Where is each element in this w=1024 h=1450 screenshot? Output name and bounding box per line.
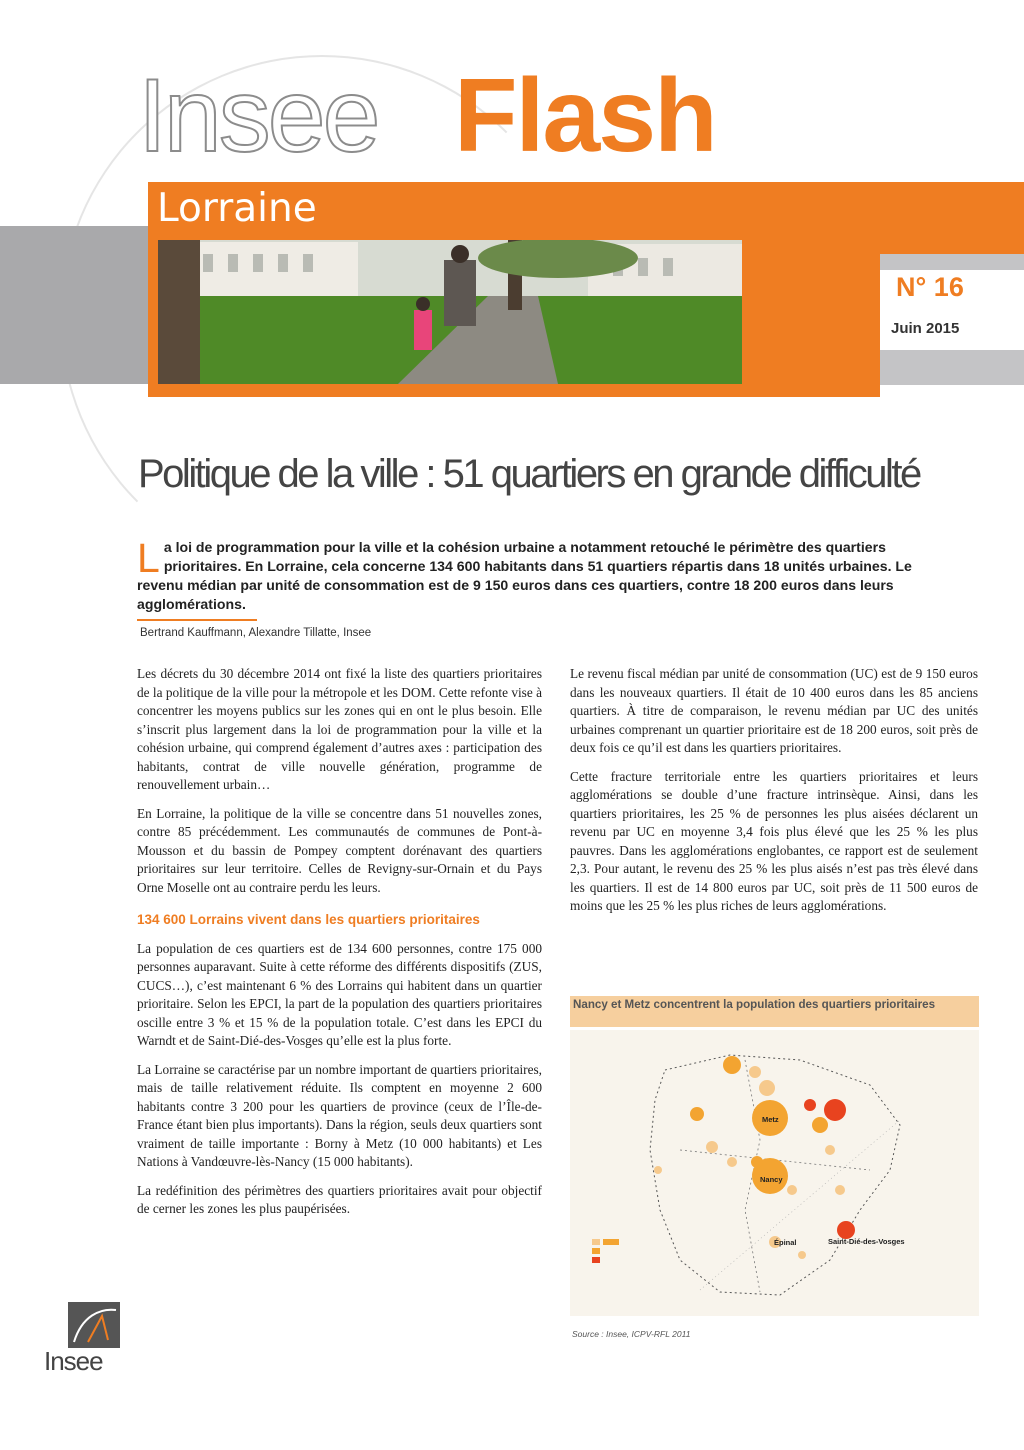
legend-swatch-medium (592, 1248, 600, 1254)
paragraph: En Lorraine, la politique de la ville se concentre dans 51 nouvelles zones, contre 85 précédemment. Les communautés de communes de Pont-à-Mousson et du bassin de Pompey comptent dorénavant des quartiers prioritaires sur leur territoire. Celles de Revigny-sur-Ornain et du Pays Orne Moselle ont au contraire perdu les leurs. (137, 805, 542, 895)
section-heading: 134 600 Lorrains vivent dans les quartiers prioritaires (137, 912, 480, 927)
city-label-epinal: Épinal (774, 1238, 797, 1247)
insee-logo-icon (68, 1302, 120, 1348)
city-label-saint-die: Saint-Dié-des-Vosges (828, 1237, 905, 1246)
paragraph: Cette fracture territoriale entre les quartiers prioritaires et leurs agglomérations se double d’une fracture intrinsèque. Ainsi, dans les quartiers prioritaires, les 25 % de personnes les plus aisées déclarent un revenu par UC en moyenne 3,4 fois plus élevé que les 25 % les plus pauvres. Dans les agglomérations englobantes, ce rapport est de seulement 2,3. Pour autant, le revenu des 25 % les plus aisés n’est pas très élevé dans les quartiers. Il est de 14 800 euros par UC, soit près de 11 500 euros de moins que les 25 % les plus riches de leurs agglomérations. (570, 768, 978, 913)
authors-divider (137, 619, 257, 621)
city-label-metz: Metz (762, 1115, 779, 1124)
article-column-left (137, 665, 542, 1229)
lead-drop-cap: L (137, 535, 160, 581)
masthead-grey-band (0, 226, 148, 384)
lead-text: a loi de programmation pour la ville et la cohésion urbaine a notamment retouché le périmètre des quartiers prioritaires. En Lorraine, cela concerne 134 600 habitants dans 51 quartiers répartis dans 18 unités urbaines. Le revenu médian par unité de consommation est de 9 150 euros dans ces quartiers, contre 18 200 euros dans leurs agglomérations. (137, 539, 912, 612)
cover-photo-illustration (158, 240, 742, 384)
article-column-right (570, 665, 978, 926)
paragraph: Les décrets du 30 décembre 2014 ont fixé la liste des quartiers prioritaires de la politique de la ville pour la métropole et les DOM. Cette refonte vise à concentrer les moyens publics sur les zones qui en ont le plus besoin. Elle s’inscrit plus largement dans la loi de programmation pour la ville et la cohésion urbaine, qui comprend également d’autres axes : participation des habitants, contrat de ville nouvelle génération, programme de renouvellement urbain… (137, 666, 542, 792)
logo-flash-text: Flash (454, 58, 716, 174)
paragraph: Le revenu fiscal médian par unité de consommation (UC) est de 9 150 euros dans les nouveaux quartiers. Il était de 10 400 euros dans les 85 anciens quartiers. À titre de comparaison, le revenu médian par UC des unités urbaines comprenant un quartier prioritaire est de 18 200 euros, soit près de deux fois ce qu’il est dans les quartiers prioritaires. (570, 666, 978, 755)
logo-insee-text: Insee (138, 58, 378, 174)
region-label: Lorraine (157, 186, 317, 231)
issue-number: N° 16 (896, 272, 964, 302)
insee-footer-logo (44, 1300, 124, 1380)
paragraph: La Lorraine se caractérise par un nombre important de quartiers prioritaires, mais de taille relativement réduite. Ils comptent en moyenne 2 600 habitants contre 3 200 pour les quartiers de province (ceux de l’Île-de-France étant bien plus importants). Dans la région, seuls deux quartiers sont vraiment de taille importante : Borny à Metz (10 000 habitants) et Les Nations à Vandœuvre-lès-Nancy (15 000 habitants). (137, 1061, 542, 1169)
paragraph: La redéfinition des périmètres des quartiers prioritaires avait pour objectif de cerner les zones les plus paupérisées. (137, 1182, 542, 1216)
map-legend (592, 1238, 702, 1265)
map-figure (570, 1030, 979, 1316)
insee-logo-text: Insee (44, 1346, 103, 1376)
issue-date: Juin 2015 (891, 320, 960, 337)
map-source: Source : Insee, ICPV-RFL 2011 (572, 1329, 691, 1339)
legend-swatch-medium (603, 1239, 619, 1245)
map-circles (654, 1056, 855, 1259)
cover-photo (158, 240, 742, 384)
city-label-nancy: Nancy (760, 1175, 783, 1184)
article-title: Politique de la ville : 51 quartiers en grande difficulté (138, 452, 920, 496)
paragraph: La population de ces quartiers est de 134 600 personnes, contre 175 000 personnes auparavant. Suite à cette réforme des différents dispositifs (ZUS, CUCS…), c’est maintenant 6 % des Lorrains qui habitent dans un quartier prioritaire. Selon les EPCI, la part de la population des quartiers prioritaires oscille entre 3 % et 15 % de la population totale. C’est dans les EPCI du Warndt et de Saint-Dié-des-Vosges qu’elle est la plus forte. (137, 940, 542, 1048)
lorraine-map (570, 1030, 979, 1316)
department-border (700, 1120, 900, 1290)
legend-swatch-light (592, 1239, 600, 1245)
article-lead (137, 535, 927, 614)
legend-swatch-dark (592, 1257, 600, 1263)
map-title: Nancy et Metz concentrent la population des quartiers prioritaires (570, 996, 979, 1027)
authors-line: Bertrand Kauffmann, Alexandre Tillatte, Insee (140, 627, 372, 639)
